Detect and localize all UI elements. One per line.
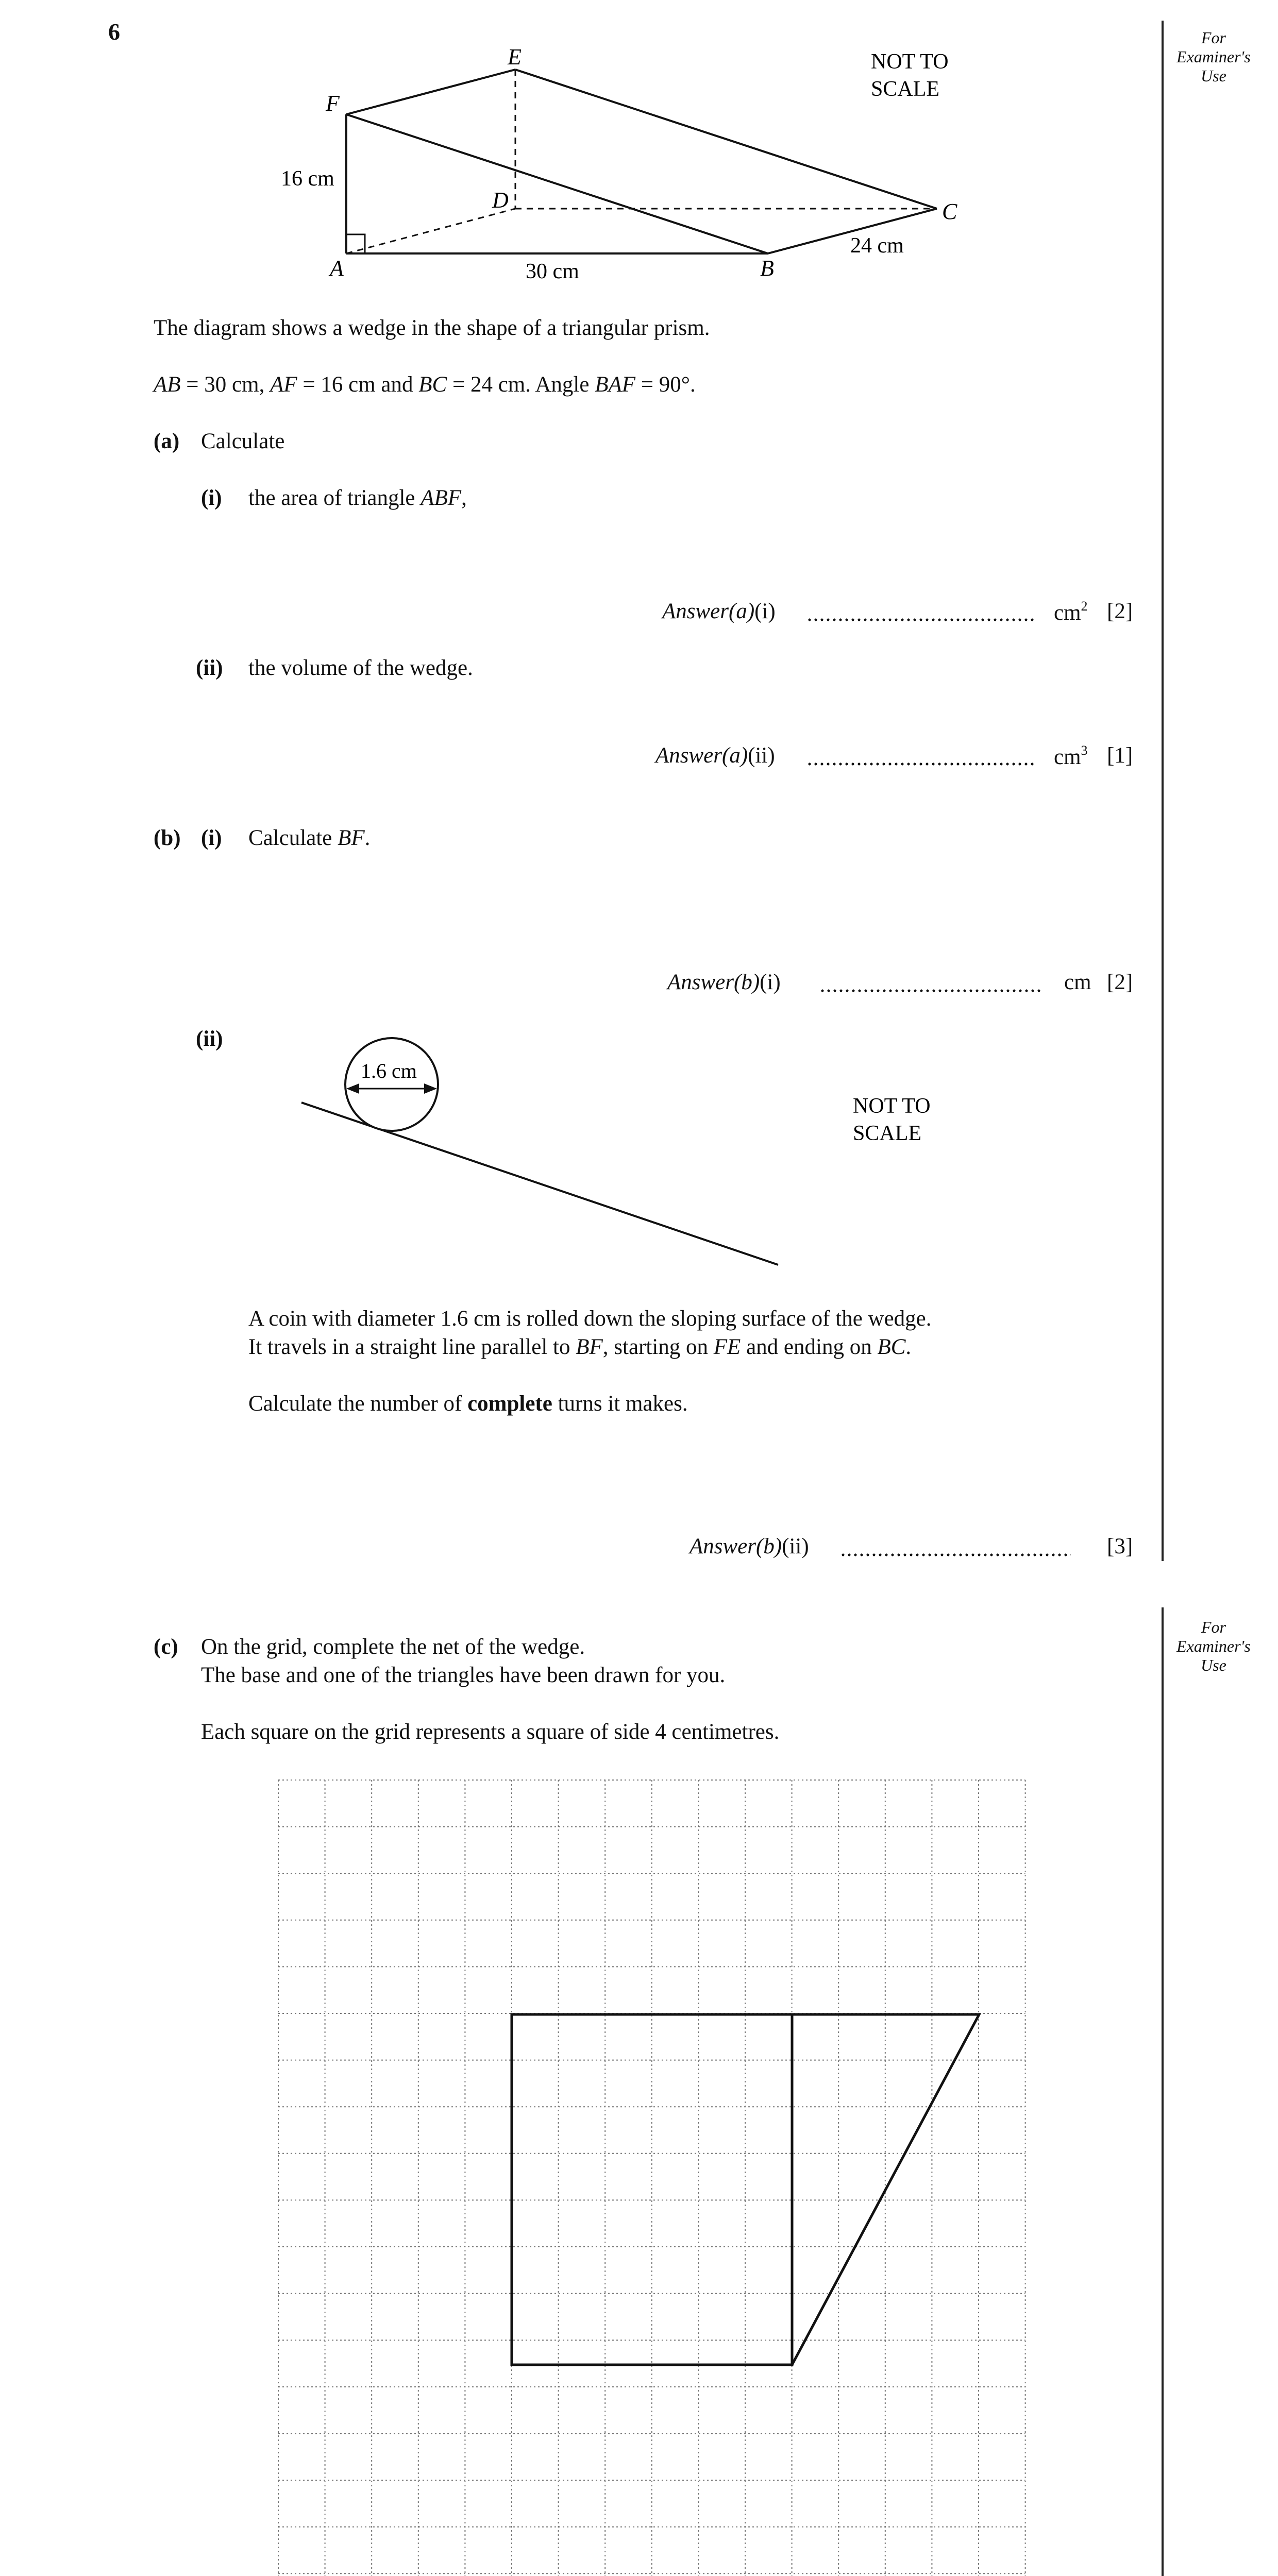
answer-b-i-prefix: Answer(b) [667, 970, 760, 994]
part-c-label: (c) [154, 1635, 178, 1659]
given-bc-val: = 24 cm. Angle [447, 372, 595, 397]
line2-d: . [905, 1335, 912, 1359]
coin-diameter-label: 1.6 cm [361, 1059, 417, 1082]
given-af-val: = 16 cm and [297, 372, 419, 397]
given-ab: AB [154, 372, 181, 397]
part-b-label: (b) [154, 826, 181, 850]
part-a-i-ital: ABF [421, 486, 462, 510]
answer-b-i-sub: (i) [760, 970, 781, 994]
marks-a-i: [2] [1107, 599, 1133, 623]
unit-a-i-power: 2 [1081, 599, 1088, 614]
part-a-i-label: (i) [201, 486, 222, 510]
unit-a-i: cm [1054, 601, 1081, 625]
not-to-scale-1a: NOT TO [871, 50, 949, 74]
dim-bc: 24 cm [850, 234, 904, 258]
line2-c: and ending on [741, 1335, 878, 1359]
answer-b-ii-sub: (ii) [782, 1534, 809, 1558]
answer-b-ii-prefix: Answer(b) [690, 1534, 782, 1558]
line2-a: It travels in a straight line parallel to [248, 1335, 576, 1359]
line3-a: Calculate the number of [248, 1392, 468, 1416]
unit-a-ii: cm [1054, 745, 1081, 769]
given-baf-val: = 90°. [635, 372, 696, 397]
examiner-margin-line-bottom [1162, 1607, 1164, 2576]
marks-a-ii: [1] [1107, 743, 1133, 768]
part-b-i-label: (i) [201, 826, 222, 850]
part-b-i-prefix: Calculate [248, 826, 338, 850]
part-a-text: Calculate [201, 429, 285, 453]
marks-b-i: [2] [1107, 970, 1133, 994]
part-c-line1: On the grid, complete the net of the wedge. [201, 1635, 585, 1659]
part-b-ii-label: (ii) [196, 1027, 223, 1051]
label-b: B [760, 256, 774, 281]
answer-a-i-prefix: Answer(a) [662, 599, 755, 623]
part-a-i-suffix: , [461, 486, 467, 510]
given-af: AF [270, 372, 297, 397]
part-a-ii-text: the volume of the wedge. [248, 656, 473, 680]
not-to-scale-1b: SCALE [871, 77, 940, 101]
dim-af: 16 cm [281, 167, 334, 191]
line2-fe: FE [713, 1335, 741, 1359]
part-c-line2: The base and one of the triangles have been drawn for you. [201, 1663, 726, 1687]
line2-bf: BF [576, 1335, 603, 1359]
page-number: 6 [108, 19, 120, 45]
given-bc: BC [418, 372, 447, 397]
line3-bold: complete [467, 1392, 552, 1416]
unit-a-ii-power: 3 [1081, 743, 1088, 758]
not-to-scale-2b: SCALE [853, 1122, 922, 1145]
answer-a-ii-sub: (ii) [748, 743, 775, 768]
marks-b-ii: [3] [1107, 1534, 1133, 1558]
label-f: F [326, 91, 340, 116]
part-a-i-prefix: the area of triangle [248, 486, 421, 510]
answer-b-i-unit: cm [1064, 970, 1091, 994]
line2-bc: BC [877, 1335, 906, 1359]
answer-a-i-sub: (i) [754, 599, 776, 623]
part-c-line3: Each square on the grid represents a square of side 4 centimetres. [201, 1720, 780, 1744]
part-b-ii-line1: A coin with diameter 1.6 cm is rolled down the sloping surface of the wedge. [248, 1307, 932, 1331]
label-c: C [942, 199, 957, 224]
line3-b: turns it makes. [552, 1392, 688, 1416]
answer-a-ii-prefix: Answer(a) [655, 743, 748, 768]
examiner-margin-line-top [1162, 21, 1164, 1561]
part-a-ii-label: (ii) [196, 656, 223, 680]
part-a-label: (a) [154, 429, 180, 453]
label-a: A [330, 256, 344, 281]
line2-b: , starting on [602, 1335, 714, 1359]
not-to-scale-2a: NOT TO [853, 1094, 931, 1118]
examiner-use-label-top: For Examiner's Use [1176, 28, 1251, 85]
part-b-i-suffix: . [364, 826, 371, 850]
label-d: D [492, 188, 509, 213]
label-e: E [508, 44, 522, 70]
part-b-i-ital: BF [338, 826, 365, 850]
given-baf: BAF [595, 372, 636, 397]
dim-ab: 30 cm [526, 260, 579, 283]
examiner-use-label-bottom: For Examiner's Use [1176, 1618, 1251, 1674]
grid-lines [278, 1780, 1025, 2576]
intro-text: The diagram shows a wedge in the shape of a triangular prism. [154, 316, 710, 340]
given-ab-val: = 30 cm, [180, 372, 271, 397]
